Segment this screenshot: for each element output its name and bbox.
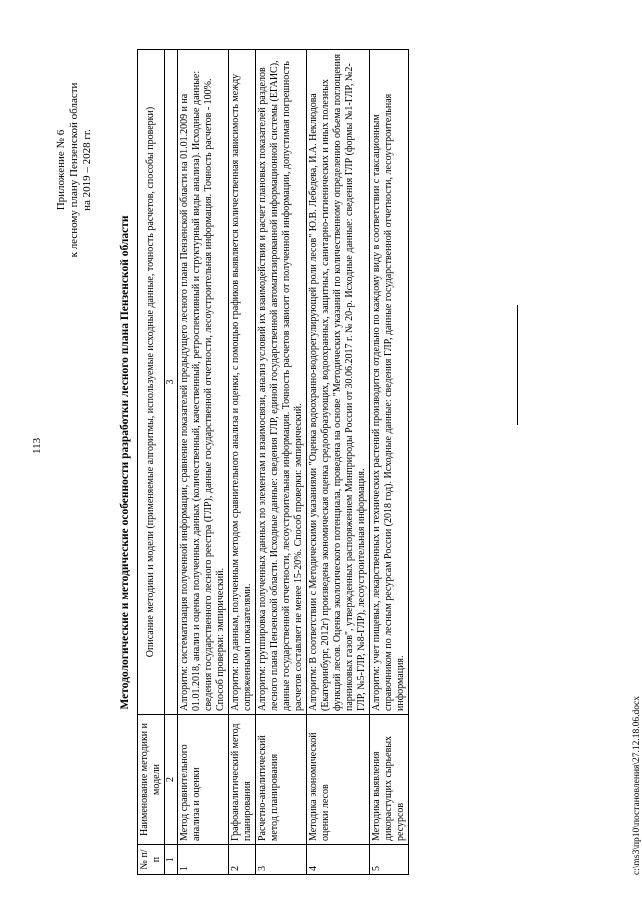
table-index-row bbox=[165, 50, 178, 875]
document-title: Методологические и методические особенности разработки лесного плана Пензенской области bbox=[119, 215, 131, 710]
row-number: 4 bbox=[307, 845, 370, 875]
table-row bbox=[229, 50, 256, 875]
row-number: 1 bbox=[178, 845, 229, 875]
appendix-line-1: Приложение № 6 bbox=[55, 129, 67, 211]
row-method-description: Алгоритм: группировка полученных данных по элементам и взаимосвязи, анализ условий их взаимодействия и расчет плановых показателей разделов лесного плана Пензенской области. Исходные данные: сведения ГЛР, единой государственной автоматизированной информационной системы (ЕГАИС), данные государственной отчетности, лесоустроительная информация. Точность расчетов зависит от полученной информации, допустимая погрешность расчетов составляет не менее 15-20%. Способ проверки: эмпирический. bbox=[256, 50, 307, 715]
row-method-name: Методика выявления дикорастущих сырьевых ресурсов bbox=[370, 715, 409, 845]
row-method-name: Метод сравнительного анализа и оценки bbox=[178, 715, 229, 845]
footer-file-path: c:\ms3\пр10\постановления\27.12.18.06.docx bbox=[632, 695, 642, 875]
row-method-description: Алгоритм: систематизация полученной информации, сравнение показателей предыдущего лесного плана Пензенской области на 01.01.2009 и на 01.01.2018, анализ и оценка полученных данных (количественный, качественный, ретроспективный и структурный виды анализа). Исходные данные: сведения государственного лесного реестра (ГЛР), данные государственной отчетности, лесоустроительная информация. Точность расчетов - 100%. Способ проверки: эмпирический. bbox=[178, 50, 229, 715]
index-cell-1: 1 bbox=[165, 845, 178, 875]
landscape-page bbox=[47, 40, 642, 885]
row-number: 3 bbox=[256, 845, 307, 875]
table-row bbox=[307, 50, 370, 875]
table-header-row bbox=[138, 50, 165, 875]
methods-table bbox=[137, 49, 409, 875]
row-method-name: Методика экономической оценки лесов bbox=[307, 715, 370, 845]
header-number: № п/п bbox=[138, 845, 165, 875]
table-row bbox=[178, 50, 229, 875]
index-cell-3: 3 bbox=[165, 50, 178, 715]
header-name: Наименование методики и модели bbox=[138, 715, 165, 845]
header-description: Описание методики и модели (применяемые алгоритмы, используемые исходные данные, точность расчетов, способы проверки) bbox=[138, 50, 165, 715]
row-method-description: Алгоритм: В соответствии с Методическими указаниями "Оценка водоохранно-водорегулирующей роли лесов" Ю.В. Лебедева, И.А. Неклюдова (Екатеринбург, 2012г) произведена экономическая оценка средообразующих, водоохранных, защитных, санитарно-гигиенических и иных полезных функций лесов. Оценка экологического потенциала, проведена на основе "Методических указаний по количественному определению объема поглощения парниковых газов", утвержденных распоряжением Минприроды России от 30.06.2017 г. № 20-р. Исходные данные: сведения ГЛР (формы №1-ГЛР, №2-ГЛР, №5-ГЛР, №8-ГЛР), лесоустроительная информация. bbox=[307, 50, 370, 715]
row-method-name: Графоаналитический метод планирования bbox=[229, 715, 256, 845]
row-number: 2 bbox=[229, 845, 256, 875]
table-row bbox=[370, 50, 409, 875]
row-method-description: Алгоритм: по данным, полученным методом сравнительного анализа и оценки, с помощью графиков выявляется количественная зависимость между сопряженными показателями. bbox=[229, 50, 256, 715]
footer-rule bbox=[517, 305, 518, 425]
table-row bbox=[256, 50, 307, 875]
appendix-line-2: к лесному плану Пензенской области bbox=[68, 82, 80, 258]
row-method-description: Алгоритм: учет пищевых, лекарственных и технических растений производится отдельно по каждому виду в соответствии с таксационным справочником по лесным ресурсам России (2018 год). Исходные данные: сведения ГЛР, данные государственной отчетности, лесоустроительная информация. bbox=[370, 50, 409, 715]
row-method-name: Расчетно-аналитический метод планирования bbox=[256, 715, 307, 845]
page-number: 113 bbox=[31, 437, 43, 454]
appendix-line-3: на 2019 – 2028 гг. bbox=[81, 129, 93, 211]
index-cell-2: 2 bbox=[165, 715, 178, 845]
appendix-header bbox=[55, 50, 94, 290]
row-number: 5 bbox=[370, 845, 409, 875]
